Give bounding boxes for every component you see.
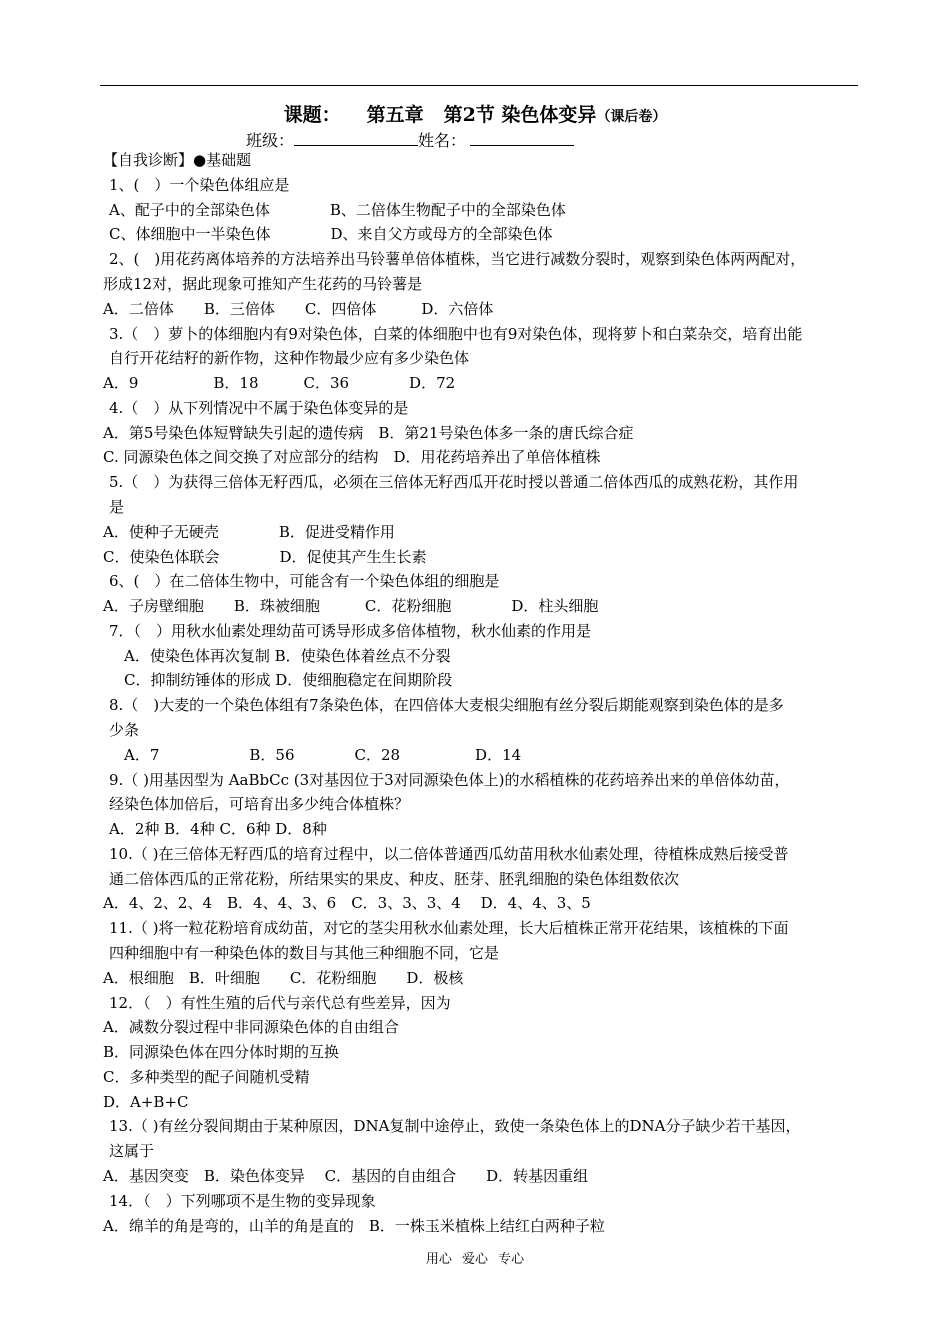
text-line: A．7 B．56 C．28 D．14 xyxy=(124,745,522,764)
text-line: 9.（ )用基因型为 AaBbCc (3对基因位于3对同源染色体上)的水稻植株的花药培养出来的单倍体幼苗， xyxy=(109,770,790,789)
page-footer: 用心 爱心 专心 xyxy=(425,1252,525,1267)
text-line: 【自我诊断】●基础题 xyxy=(103,151,252,169)
title-suffix: （课后卷） xyxy=(596,109,667,125)
text-line: 7．（ ）用秋水仙素处理幼苗可诱导形成多倍体植物，秋水仙素的作用是 xyxy=(109,621,592,640)
text-line: A．绵羊的角是弯的，山羊的角是直的 B．一株玉米植株上结红白两种子粒 xyxy=(103,1216,605,1235)
text-line: 自行开花结籽的新作物，这种作物最少应有多少染色体 xyxy=(109,349,470,368)
class-label: 班级： xyxy=(246,131,295,150)
text-line: A．4、2、2、4 B．4、4、3、6 C．3、3、3、4 D．4、4、3、5 xyxy=(103,894,591,913)
text-line: 5.（ ）为获得三倍体无籽西瓜，必须在三倍体无籽西瓜开花时授以普通二倍体西瓜的成熟花粉，其作用 xyxy=(109,473,799,492)
text-line: A．使染色体再次复制 B．使染色体着丝点不分裂 xyxy=(124,646,451,665)
text-line: A．9 B．18 C．36 D．72 xyxy=(103,374,456,392)
page-title xyxy=(0,100,950,127)
text-line: C．使染色体联会 D．促使其产生生长素 xyxy=(103,547,427,566)
text-line: 12．（ ）有性生殖的后代与亲代总有些差异，因为 xyxy=(109,993,451,1012)
text-line: A．子房壁细胞 B．珠被细胞 C．花粉细胞 D．柱头细胞 xyxy=(103,597,599,615)
text-line: C、体细胞中一半染色体 D、来自父方或母方的全部染色体 xyxy=(109,225,553,244)
text-line: 这属于 xyxy=(109,1142,155,1161)
name-label: 姓名： xyxy=(418,131,467,150)
title-chapter: 第五章 xyxy=(366,104,424,126)
text-line: C．抑制纺锤体的形成 D．使细胞稳定在间期阶段 xyxy=(124,671,453,690)
text-line: A．减数分裂过程中非同源染色体的自由组合 xyxy=(103,1018,399,1037)
text-line: 4.（ ）从下列情况中不属于染色体变异的是 xyxy=(109,398,409,417)
text-line: D．A+B+C xyxy=(103,1092,189,1111)
text-line: C. 同源染色体之间交换了对应部分的结构 D．用花药培养出了单倍体植株 xyxy=(103,448,601,467)
text-line: 3.（ ）萝卜的体细胞内有9对染色体，白菜的体细胞中也有9对染色体，现将萝卜和白菜杂交，培育出能 xyxy=(109,324,803,343)
text-line: 形成12对，据此现象可推知产生花药的马铃薯是 xyxy=(103,274,423,293)
text-line: 10.（ )在三倍体无籽西瓜的培育过程中，以二倍体普通西瓜幼苗用秋水仙素处理，待植株成熟后接受普 xyxy=(109,844,789,863)
text-line: A．基因突变 B．染色体变异 C．基因的自由组合 D．转基因重组 xyxy=(103,1167,589,1185)
title-label: 课题： xyxy=(283,104,341,126)
text-line: 14．（ ）下列哪项不是生物的变异现象 xyxy=(109,1191,376,1210)
name-blank[interactable] xyxy=(470,129,574,146)
text-line: 11.（ )将一粒花粉培育成幼苗，对它的茎尖用秋水仙素处理，长大后植株正常开花结果，该植株的下面 xyxy=(109,919,789,938)
title-section: 第2节 染色体变异 xyxy=(443,104,597,126)
text-line: 经染色体加倍后，可培育出多少纯合体植株？ xyxy=(109,795,410,814)
text-line: A．使种子无硬壳 B．促进受精作用 xyxy=(103,522,395,541)
text-line: C．多种类型的配子间随机受精 xyxy=(103,1067,310,1086)
text-line: 13.（ )有丝分裂间期由于某种原因，DNA复制中途停止，致使一条染色体上的DNA分子缺少若干基因， xyxy=(109,1117,801,1136)
text-line: B．同源染色体在四分体时期的互换 xyxy=(103,1043,340,1062)
text-line: A．2种 B．4种 C．6种 D．8种 xyxy=(109,820,327,839)
class-blank[interactable] xyxy=(294,129,418,146)
text-line: A、配子中的全部染色体 B、二倍体生物配子中的全部染色体 xyxy=(109,200,566,219)
text-line: 通二倍体西瓜的正常花粉，所结果实的果皮、种皮、胚芽、胚乳细胞的染色体组数依次 xyxy=(109,869,680,888)
text-line: 8.（ )大麦的一个染色体组有7条染色体，在四倍体大麦根尖细胞有丝分裂后期能观察到染色体的是多 xyxy=(109,696,784,715)
text-line: A．第5号染色体短臂缺失引起的遗传病 B．第21号染色体多一条的唐氏综合症 xyxy=(103,423,634,442)
text-line: 四种细胞中有一种染色体的数目与其他三种细胞不同，它是 xyxy=(109,944,500,962)
text-line: 少条 xyxy=(109,720,140,739)
text-line: A．二倍体 B．三倍体 C．四倍体 D．六倍体 xyxy=(103,299,494,318)
text-line: A．根细胞 B．叶细胞 C．花粉细胞 D．极核 xyxy=(103,968,464,987)
student-info xyxy=(246,128,574,151)
text-line: 6、( ）在二倍体生物中，可能含有一个染色体组的细胞是 xyxy=(109,572,500,591)
text-line: 是 xyxy=(109,497,125,516)
text-line: 2、( )用花药离体培养的方法培养出马铃薯单倍体植株，当它进行减数分裂时，观察到染色体两两配对， xyxy=(109,250,806,269)
text-line: 1、( ）一个染色体组应是 xyxy=(109,175,290,194)
header-rule xyxy=(100,85,858,86)
